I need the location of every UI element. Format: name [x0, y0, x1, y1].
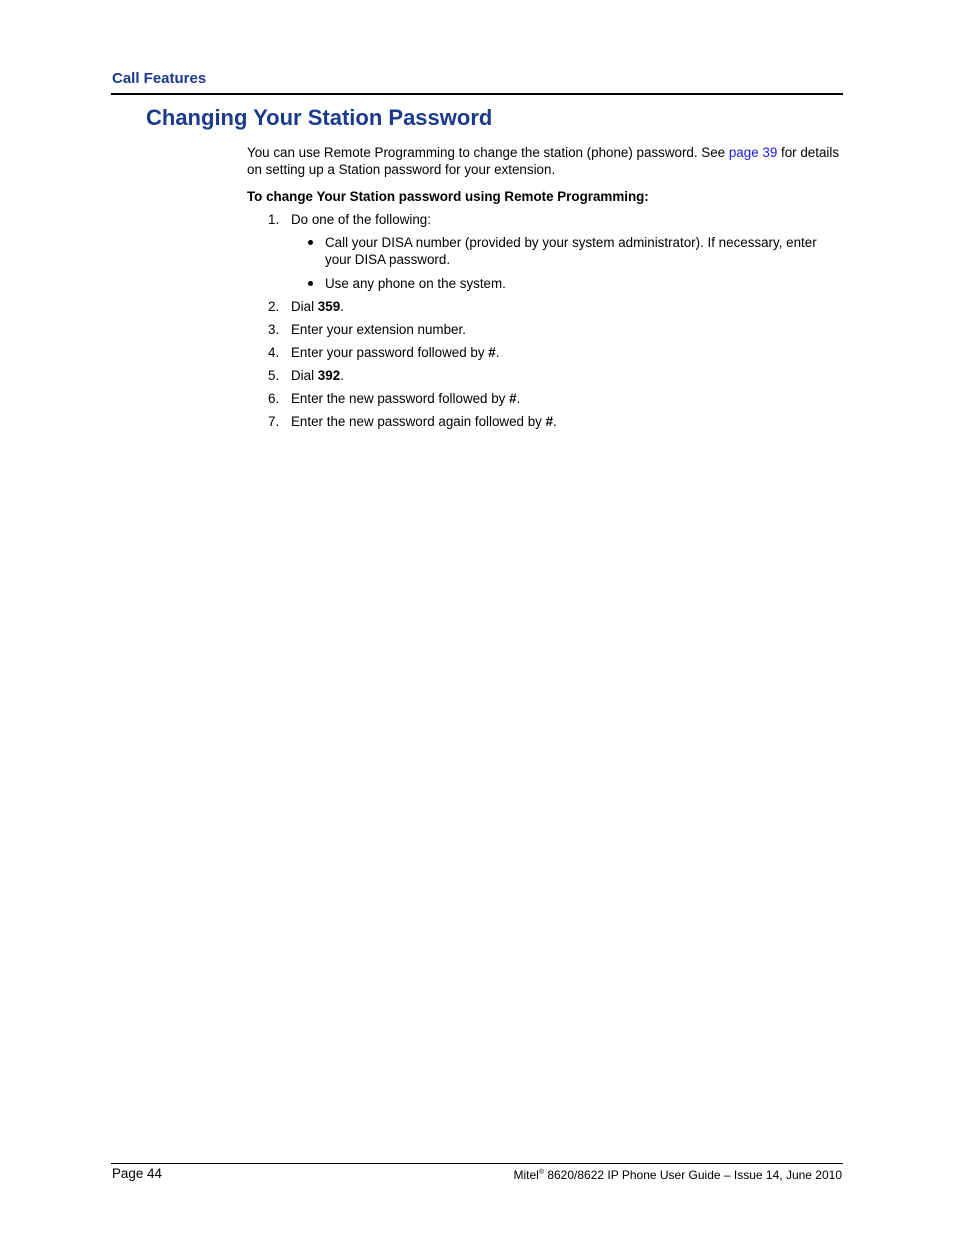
step-code: 359: [317, 299, 341, 314]
bullet-item: [291, 234, 843, 268]
step-text: Do one of the following:: [291, 212, 431, 227]
step-text: Dial: [291, 299, 318, 314]
step-text-end: .: [495, 345, 500, 360]
step-number: 2.: [268, 299, 280, 314]
section-label: Call Features: [112, 70, 207, 87]
footer-doc-info: [513, 1168, 842, 1182]
bullet-icon: [308, 281, 313, 286]
step-number: 6.: [268, 391, 280, 406]
bullet-text: Use any phone on the system.: [325, 276, 506, 291]
step-code: #: [545, 414, 554, 429]
bullet-item: [291, 275, 843, 292]
footer-brand: Mitel: [513, 1168, 539, 1182]
step-code: #: [488, 345, 496, 360]
step-number: 4.: [268, 345, 280, 360]
step-text: Enter the new password again followed by: [291, 414, 546, 429]
page-title: Changing Your Station Password: [146, 105, 493, 130]
step-text: Enter your extension number.: [291, 322, 466, 337]
step-4: [247, 344, 843, 361]
step-number: 7.: [268, 414, 280, 429]
step-number: 1.: [268, 212, 280, 227]
step-number: 5.: [268, 368, 280, 383]
page-number: Page 44: [112, 1166, 162, 1181]
page-39-link[interactable]: page 39: [728, 145, 778, 160]
step-5: [247, 367, 843, 384]
step-code: 392: [317, 368, 341, 383]
step-1: [247, 211, 843, 292]
step-text: Dial: [291, 368, 318, 383]
intro-paragraph: [247, 144, 843, 178]
body-content: [247, 144, 843, 430]
step-2: [247, 298, 843, 315]
step-6: [247, 390, 843, 407]
bullet-text: Call your DISA number (provided by your system administrator). If necessary, enter your DISA password.: [325, 235, 817, 267]
step-text-end: .: [516, 391, 521, 406]
step-text: Enter the new password followed by: [291, 391, 510, 406]
step-text-end: .: [340, 299, 344, 314]
step-code: #: [509, 391, 517, 406]
procedure-heading: To change Your Station password using Remote Programming:: [247, 189, 649, 204]
bullet-list: [291, 234, 843, 292]
footer-rule: [111, 1163, 843, 1164]
header-rule: [111, 93, 843, 95]
steps-list: [247, 211, 843, 430]
step-3: [247, 321, 843, 338]
intro-text-after: for details on setting up a Station password for your extension.: [247, 145, 840, 177]
step-number: 3.: [268, 322, 280, 337]
intro-text-before: You can use Remote Programming to change the station (phone) password. See: [247, 145, 729, 160]
step-7: [247, 413, 843, 430]
footer-doc-title: 8620/8622 IP Phone User Guide – Issue 14, June 2010: [544, 1168, 842, 1182]
step-text-end: .: [340, 368, 344, 383]
registered-mark: ®: [538, 1169, 544, 1176]
step-text: Enter your password followed by: [291, 345, 489, 360]
bullet-icon: [308, 240, 313, 245]
step-text-end: .: [553, 414, 557, 429]
